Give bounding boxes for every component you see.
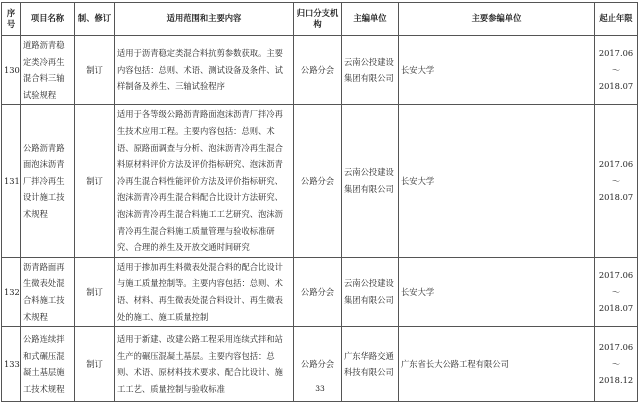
end-date: 2018.12 bbox=[598, 375, 634, 386]
project-name: 公路连续拌和式碾压混凝土基层施工技术规程 bbox=[21, 327, 75, 402]
table-row bbox=[2, 257, 638, 326]
header-coeditors: 主要参编单位 bbox=[399, 3, 595, 36]
header-period: 起止年限 bbox=[595, 3, 638, 36]
end-date: 2018.07 bbox=[598, 192, 634, 203]
header-editor: 主编单位 bbox=[342, 3, 399, 36]
period bbox=[595, 36, 638, 105]
co-editors: 长安大学 bbox=[399, 257, 595, 326]
chief-editor: 云南公投建设集团有限公司 bbox=[342, 105, 399, 257]
start-date: 2017.06 bbox=[598, 48, 634, 59]
tilde-mark: ～ bbox=[611, 175, 621, 186]
co-editors: 长安大学 bbox=[399, 36, 595, 105]
start-date: 2017.06 bbox=[598, 270, 634, 281]
table-header-row bbox=[2, 3, 638, 36]
revision-type: 制订 bbox=[75, 327, 115, 402]
row-no: 131 bbox=[2, 105, 21, 257]
project-name: 道路沥青稳定类冷再生混合料三轴试验规程 bbox=[21, 36, 75, 105]
project-name: 公路沥青路面泡沫沥青厂拌冷再生设计施工技术规程 bbox=[21, 105, 75, 257]
standards-table bbox=[1, 2, 638, 402]
header-type: 制、修订 bbox=[75, 3, 115, 36]
tilde-mark: ～ bbox=[611, 64, 621, 75]
branch-org: 公路分会 bbox=[294, 36, 342, 105]
period bbox=[595, 105, 638, 257]
tilde-mark: ～ bbox=[611, 358, 621, 369]
branch-org: 公路分会 bbox=[294, 257, 342, 326]
chief-editor: 云南公投建设集团有限公司 bbox=[342, 36, 399, 105]
scope-text: 适用于沥青稳定类混合料抗剪参数获取。主要内容包括：总则、术语、测试设备及条件、试样制备及养生、三轴试验程序 bbox=[115, 36, 294, 105]
scope-text: 适用于各等级公路沥青路面泡沫沥青厂拌冷再生技术应用工程。主要内容包括：总则、术语、原路面调查与分析、泡沫沥青冷再生混合料原材料评价方法及评价指标研究、泡沫沥青冷再生混合料性能评价方法及评价指标研究、泡沫沥青冷再生混合料配合比设计方法研究、泡沫沥青冷再生混合料施工工艺研究、泡沫沥青冷再生混合料施工质量管理与验收标准研究、合理的养生及开放交通时间研究 bbox=[115, 105, 294, 257]
header-scope: 适用范围和主要内容 bbox=[115, 3, 294, 36]
revision-type: 制订 bbox=[75, 36, 115, 105]
chief-editor: 广东华路交通科技有限公司 bbox=[342, 327, 399, 402]
period bbox=[595, 257, 638, 326]
revision-type: 制订 bbox=[75, 105, 115, 257]
co-editors: 广东省长大公路工程有限公司 bbox=[399, 327, 595, 402]
table-row bbox=[2, 105, 638, 257]
chief-editor: 云南公投建设集团有限公司 bbox=[342, 257, 399, 326]
table-row bbox=[2, 36, 638, 105]
end-date: 2018.07 bbox=[598, 81, 634, 92]
project-name: 沥青路面再生微表处混合料施工技术规程 bbox=[21, 257, 75, 326]
tilde-mark: ～ bbox=[611, 286, 621, 297]
branch-org: 公路分会 bbox=[294, 327, 342, 402]
row-no: 132 bbox=[2, 257, 21, 326]
start-date: 2017.06 bbox=[598, 342, 634, 353]
header-no: 序号 bbox=[2, 3, 21, 36]
scope-text: 适用于新建、改建公路工程采用连续式拌和站生产的碾压混凝土基层。主要内容包括：总则、术语、原材料技术要求、配合比设计、施工工艺、质量控制与验收标准 bbox=[115, 327, 294, 402]
header-name: 项目名称 bbox=[21, 3, 75, 36]
start-date: 2017.06 bbox=[598, 159, 634, 170]
row-no: 130 bbox=[2, 36, 21, 105]
header-branch: 归口分支机构 bbox=[294, 3, 342, 36]
row-no: 133 bbox=[2, 327, 21, 402]
page-number: 33 bbox=[315, 384, 325, 393]
scope-text: 适用于掺加再生料微表处混合料的配合比设计与施工质量控制等。主要内容包括：总则、术语、材料、再生微表处混合料设计、再生微表处的施工、施工质量控制 bbox=[115, 257, 294, 326]
branch-org: 公路分会 bbox=[294, 105, 342, 257]
end-date: 2018.07 bbox=[598, 303, 634, 314]
revision-type: 制订 bbox=[75, 257, 115, 326]
co-editors: 长安大学 bbox=[399, 105, 595, 257]
